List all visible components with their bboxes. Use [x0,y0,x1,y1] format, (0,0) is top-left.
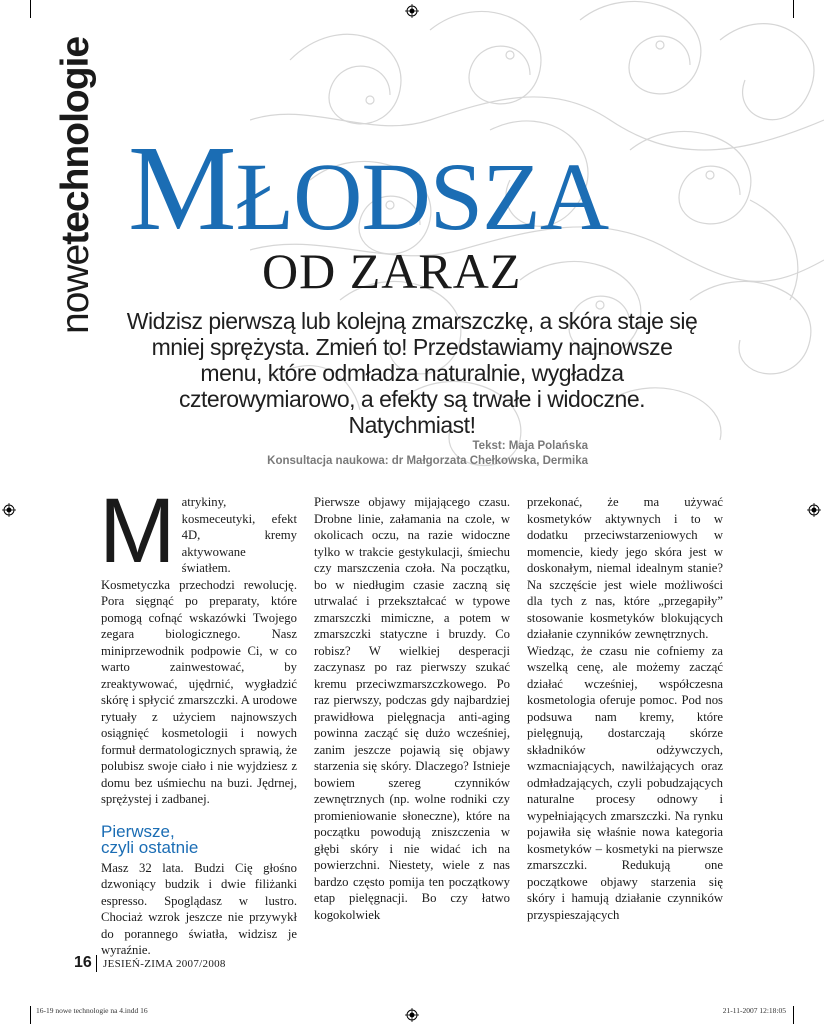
registration-mark-icon [405,1008,419,1022]
consultation-credit: Konsultacja naukowa: dr Małgorzata Chełkowska, Dermika [267,455,588,467]
headline-subtitle: OD ZARAZ [262,243,522,299]
headline-initial: M [128,121,236,256]
subheading [101,821,297,857]
section-label-word1: nowe [54,244,97,334]
crop-mark [30,1006,31,1024]
footer-divider [96,955,97,972]
subheading-line2: czyli ostatnie [101,837,199,857]
paragraph-text: atrykiny, kosmeceutyki, efekt 4D, kremy aktywowane światłem. Kosmetyczka przechodzi rewolucję. Pora sięgnąć po preparaty, które pomogą cofnąć wskazówki Twojego zegara biologicznego. Nasz miniprzewodnik podpowie Ci, w co warto zainwestować, by zreaktywować, ujędrnić, wygładzić skórę i spłycić zmarszczki. A urodowe rytuały z użyciem najnowszych osiągnięć kosmetologii i nowych formuł dermatologicznych sprawią, że polubisz swoje ciało i nie wyjdziesz z domu bez uśmiechu na buzi. Jędrnej, sprężystej i zadbanej. [101,495,297,806]
body-paragraph: Pierwsze objawy mijającego czasu. Drobne linie, załamania na czole, w okolicach oczu, na razie widoczne tylko w trakcie gestykulacji, śmiechu czy marszczenia czoła. Na początku, bo w niedługim czasie zaczną się utrwalać i przekształcać w typowe zmarszczki mimiczne, a potem w zmarszczki statyczne i bruzdy. Co robisz? W wielkiej desperacji zaczynasz po raz pierwszy szukać kremu przeciwzmarszczkowego. Po raz pierwszy, podczas gdy najbardziej prawidłowa pielęgnacja anti-aging powinna zacząć się dużo wcześniej, zanim jeszcze pojawią się objawy starzenia się skóry. Dlaczego? Istnieje bowiem szereg czynników zewnętrznych (np. wolne rodniki czy promieniowanie słoneczne), które na początku powodują zniszczenia w głębi skóry i nie widać ich na powierzchni. Niestety, wiele z nas bardzo często pomija ten początkowy etap pielęgnacji. Bo czy łatwo kogokolwiek [314,495,510,922]
article-column-2 [314,494,510,923]
slug-timestamp: 21-11-2007 12:18:05 [722,1006,786,1015]
crop-mark [30,0,31,18]
registration-mark-icon [2,503,16,517]
article-column-1 [99,480,297,959]
section-label [54,36,98,334]
section-label-word2: technologie [54,36,97,245]
headline [128,121,609,256]
body-paragraph: przekonać, że ma używać kosmetyków aktywnych i to w dodatku przeciwstarzeniowych w momencie, kiedy jego skóra jest w doskonałym, niemal idealnym stanie? Na szczęście jest wiele możliwości dla tych z nas, które „przegapiły” stosowanie kosmetyków blokujących działanie czynników zewnętrznych. [527,495,723,641]
slug-filename: 16-19 nowe technologie na 4.indd 16 [36,1006,148,1015]
subheading-line1: Pierwsze, [101,821,175,841]
body-paragraph: Wiedząc, że czasu nie cofniemy za wszelką cenę, ale możemy zacząć działać wcześniej, współczesna kosmetologia oferuje pomoc. Pod nos podsuwa nam kremy, które pielęgnują, dostarczają skórze składników odżywczych, wzmacniających, nawilżających oraz odmładzających, czyli pobudzających naturalne procesy odnowy i wypełniających zmarszczki. Na rynku pojawiła się właśnie nowa kategoria kosmetyków – kosmetyki na pierwsze zmarszczki. Redukują one początkowe objawy starzenia się skóry i hamują działanie czynników przyspieszających [527,643,723,922]
article-column-3 [527,494,723,923]
body-paragraph: Masz 32 lata. Budzi Cię głośno dzwoniący budzik i dwie filiżanki espresso. Spoglądasz w lustro. Chociaż wzrok jeszcze nie przywykł do porannego światła, widzisz je wyraźnie. [101,860,297,957]
drop-cap: M [99,480,176,582]
crop-mark [793,1006,794,1024]
lead-paragraph: Widzisz pierwszą lub kolejną zmarszczkę, a skóra staje się mniej sprężysta. Zmień to! Przedstawiamy najnowsze menu, które odmładza naturalnie, wygładza czterowymiarowo, a efekty są trwałe i widoczne. Natychmiast! [126,308,698,438]
headline-rest: ŁODSZA [235,143,609,250]
page-number: 16 [74,954,92,971]
body-paragraph [99,480,297,808]
issue-label: JESIEŃ-ZIMA 2007/2008 [103,958,226,970]
registration-mark-icon [807,503,821,517]
author-credit: Tekst: Maja Polańska [472,440,588,452]
